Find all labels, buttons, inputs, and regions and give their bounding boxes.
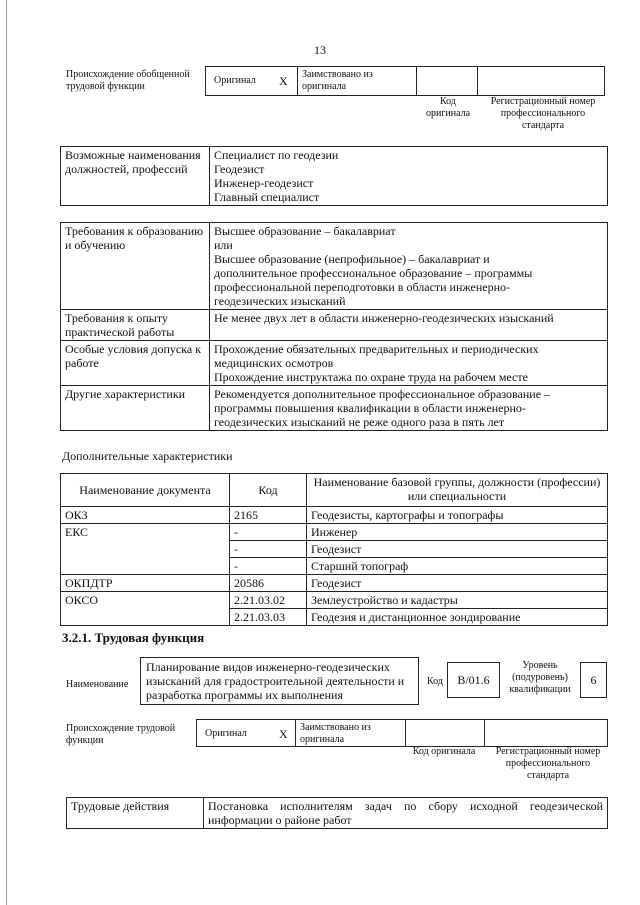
req-experience-value [210,310,608,341]
req-experience-label: Требования к опыту практической работы [61,310,210,341]
col-code-header: Код [230,474,307,507]
function-heading: 3.2.1. Трудовая функция [62,630,205,645]
col-doc-header: Наименование документа [61,474,230,507]
code-caption: Код оригинала [412,746,476,757]
row-doc: ОКСО [61,592,230,626]
req-line: геодезических изысканий не реже одного раза в пять лет [214,415,505,429]
origin2-borrowed-cell [295,719,406,747]
row-name: Землеустройство и кадастры [307,592,608,609]
req-line: Рекомендуется дополнительное профессиональное образование – [214,387,551,401]
page-number: 13 [314,43,326,57]
req-line: медицинских осмотров [214,356,334,370]
col-name-header: Наименование базовой группы, должности (профессии) или специальности [307,474,608,507]
req-line: Высшее образование – бакалавриат [214,224,396,238]
req-other-label: Другие характеристики [61,386,210,431]
req-line: Прохождение инструктажа по охране труда на рабочем месте [214,370,528,384]
positions-list [210,147,608,206]
borrowed-label: Заимствовано из оригинала [302,69,373,92]
req-other-value [210,386,608,431]
position-item: Главный специалист [214,190,320,204]
additional-table [60,473,608,626]
row-name: Геодезисты, картографы и топографы [307,507,608,524]
function-name-value: Планирование видов инженерно-геодезических изысканий для градостроительной деятельности и разработка программы их выполнения [140,657,419,705]
original-label: Оригинал [205,728,247,739]
req-line: Прохождение обязательных предварительных и периодических [214,342,539,356]
positions-label: Возможные наименования должностей, профессий [61,147,210,206]
row-code: - [230,541,307,558]
req-conditions-label: Особые условия допуска к работе [61,341,210,386]
row-name: Инженер [307,524,608,541]
row-doc: ОКПДТР [61,575,230,592]
origin2-code-cell [405,719,485,747]
req-line: дополнительное профессиональное образование – программы [214,266,533,280]
actions-value: Постановка исполнителям задач по сбору исходной геодезической информации о районе работ [204,798,608,829]
row-doc: ЕКС [61,524,230,575]
row-name: Старший топограф [307,558,608,575]
function-code-label: Код [427,676,443,687]
row-code: 2.21.03.03 [230,609,307,626]
row-name: Геодезист [307,575,608,592]
origin-borrowed-cell [297,66,417,96]
original-mark: X [279,727,288,741]
origin-reg-cell [477,66,605,96]
origin-code-cell [416,66,478,96]
actions-table [66,797,608,829]
borrowed-label: Заимствовано из оригинала [300,722,371,745]
req-line: профессиональной переподготовки в области инженерно- [214,280,511,294]
row-name: Геодезист [307,541,608,558]
req-line: программы повышения квалификации в области инженерно- [214,401,526,415]
function-code-value: В/01.6 [447,662,500,698]
row-name: Геодезия и дистанционное зондирование [307,609,608,626]
function-level-label: Уровень (подуровень) квалификации [509,660,571,695]
scan-left-edge [6,0,7,905]
row-code: - [230,524,307,541]
row-code: 2165 [230,507,307,524]
row-code: 20586 [230,575,307,592]
origin-original-cell [205,66,298,96]
reg-caption: Регистрационный номер профессионального стандарта [495,746,601,781]
origin-label: Происхождение обобщенной трудовой функции [66,69,190,92]
requirements-table [60,222,608,431]
position-item: Специалист по геодезии [214,148,339,162]
row-code: - [230,558,307,575]
reg-caption: Регистрационный номер профессионального стандарта [490,96,596,131]
function-level-value: 6 [580,662,607,698]
origin2-reg-cell [484,719,608,747]
additional-heading: Дополнительные характеристики [62,449,233,463]
function-name-label: Наименование [66,679,129,690]
code-caption: Код оригинала [425,96,471,119]
original-label: Оригинал [214,75,256,86]
req-conditions-value [210,341,608,386]
positions-table [60,146,608,206]
actions-label: Трудовые действия [67,798,204,829]
req-line: геодезических изысканий [214,294,346,308]
row-code: 2.21.03.02 [230,592,307,609]
origin2-original-cell [196,719,296,747]
position-item: Инженер-геодезист [214,176,314,190]
req-education-label: Требования к образованию и обучению [61,223,210,310]
origin2-label: Происхождение трудовой функции [66,723,176,746]
row-doc: ОКЗ [61,507,230,524]
original-mark: X [279,74,288,88]
position-item: Геодезист [214,162,265,176]
req-education-value [210,223,608,310]
req-line: Высшее образование (непрофильное) – бакалавриат и [214,252,490,266]
req-line: или [214,238,233,252]
req-line: Не менее двух лет в области инженерно-геодезических изысканий [214,311,554,325]
